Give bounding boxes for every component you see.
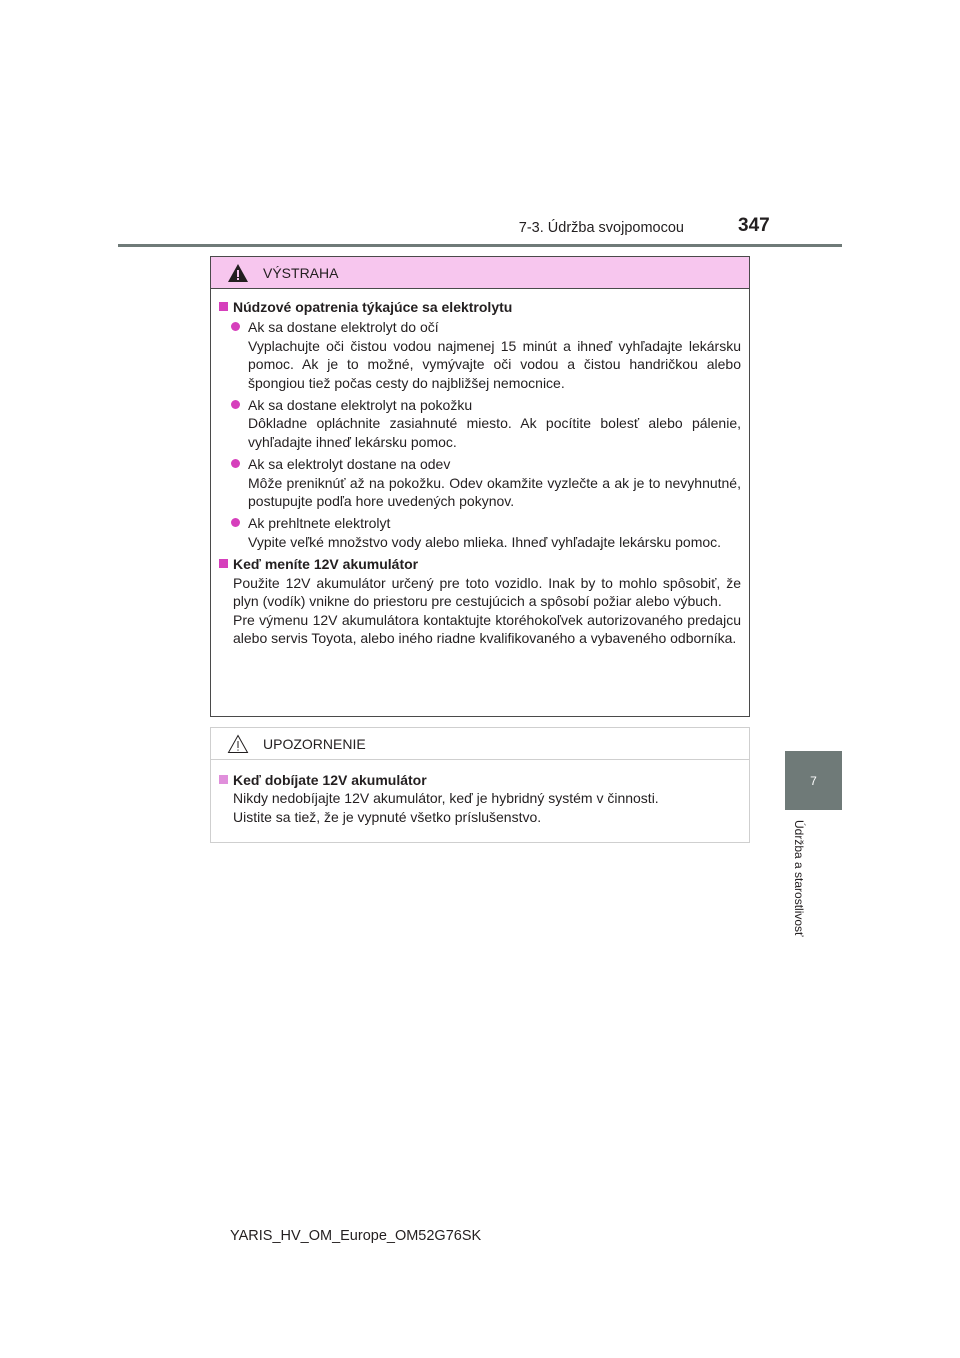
- list-item: [231, 396, 741, 451]
- square-bullet-icon: [219, 559, 228, 568]
- square-bullet-icon: [219, 775, 228, 784]
- chapter-tab: [785, 751, 842, 810]
- round-bullet-icon: [231, 518, 240, 527]
- warning-box-header: [211, 257, 749, 289]
- section-title: [219, 771, 741, 789]
- round-bullet-icon: [231, 322, 240, 331]
- section-title-text: Keď meníte 12V akumulátor: [233, 556, 419, 573]
- warning-triangle-filled-icon: [227, 263, 249, 283]
- page-number: 347: [738, 215, 770, 236]
- caution-box: [210, 727, 750, 843]
- bullet-title: Ak prehltnete elektrolyt: [248, 515, 391, 532]
- page-header-title: 7-3. Údržba svojpomocou: [518, 220, 684, 236]
- list-item: [231, 514, 741, 551]
- section-title-text: Núdzové opatrenia týkajúce sa elektrolytu: [233, 299, 513, 315]
- warning-section-battery-replacement: [219, 555, 741, 647]
- chapter-tab-number: 7: [810, 773, 817, 788]
- warning-heading: VÝSTRAHA: [263, 264, 339, 281]
- list-item: [231, 318, 741, 392]
- bullet-text: Dôkladne opláchnite zasiahnuté miesto. Ak pocítite bolesť alebo pálenie, vyhľadajte ihneď lekársku pomoc.: [248, 415, 741, 450]
- warning-box: [210, 256, 750, 717]
- list-item: [231, 455, 741, 510]
- section-title: [219, 298, 741, 316]
- bullet-title: Ak sa dostane elektrolyt na pokožku: [248, 397, 473, 414]
- bullet-text: Vyplachujte oči čistou vodou najmenej 15 minút a ihneď vyhľadajte lekársku pomoc. Ak je to možné, vymývajte oči vodou a čistou handričkou alebo špongiou tiež počas cesty do najbližšej nemocnice.: [248, 337, 741, 391]
- warning-box-body: [211, 289, 749, 647]
- caution-box-header: [211, 728, 749, 760]
- bullet-text: Vypite veľké množstvo vody alebo mlieka. Ihneď vyhľadajte lekársku pomoc.: [248, 533, 722, 550]
- round-bullet-icon: [231, 400, 240, 409]
- section-line: Nikdy nedobíjajte 12V akumulátor, keď je hybridný systém v činnosti.: [233, 790, 659, 807]
- section-title-text: Keď dobíjate 12V akumulátor: [233, 772, 427, 788]
- warning-section-electrolyte: [219, 298, 741, 551]
- bullet-title: Ak sa elektrolyt dostane na odev: [248, 456, 451, 473]
- section-paragraph: Pre výmenu 12V akumulátora kontaktujte ktoréhokoľvek autorizovaného predajcu alebo servis Toyota, alebo iného riadne kvalifikovaného a vybaveného odborníka.: [233, 611, 741, 646]
- header-rule: [118, 244, 842, 247]
- round-bullet-icon: [231, 459, 240, 468]
- chapter-side-label: Údržba a starostlivosť: [792, 820, 806, 937]
- warning-triangle-outline-icon: [227, 734, 249, 754]
- caution-heading: UPOZORNENIE: [263, 735, 366, 752]
- section-line: Uistite sa tiež, že je vypnuté všetko príslušenstvo.: [233, 808, 542, 825]
- section-title: [219, 555, 741, 573]
- square-bullet-icon: [219, 302, 228, 311]
- section-paragraph: Použite 12V akumulátor určený pre toto vozidlo. Inak by to mohlo spôsobiť, že plyn (vodík) vnikne do priestoru pre cestujúcich a spôsobí požiar alebo výbuch.: [233, 574, 741, 610]
- bullet-title: Ak sa dostane elektrolyt do očí: [248, 319, 439, 336]
- bullet-text: Môže preniknúť až na pokožku. Odev okamžite vyzlečte a ak je to nevyhnutné, postupujte podľa hore uvedených pokynov.: [248, 474, 741, 510]
- footer-doc-id: YARIS_HV_OM_Europe_OM52G76SK: [230, 1228, 482, 1244]
- caution-box-body: [211, 760, 749, 826]
